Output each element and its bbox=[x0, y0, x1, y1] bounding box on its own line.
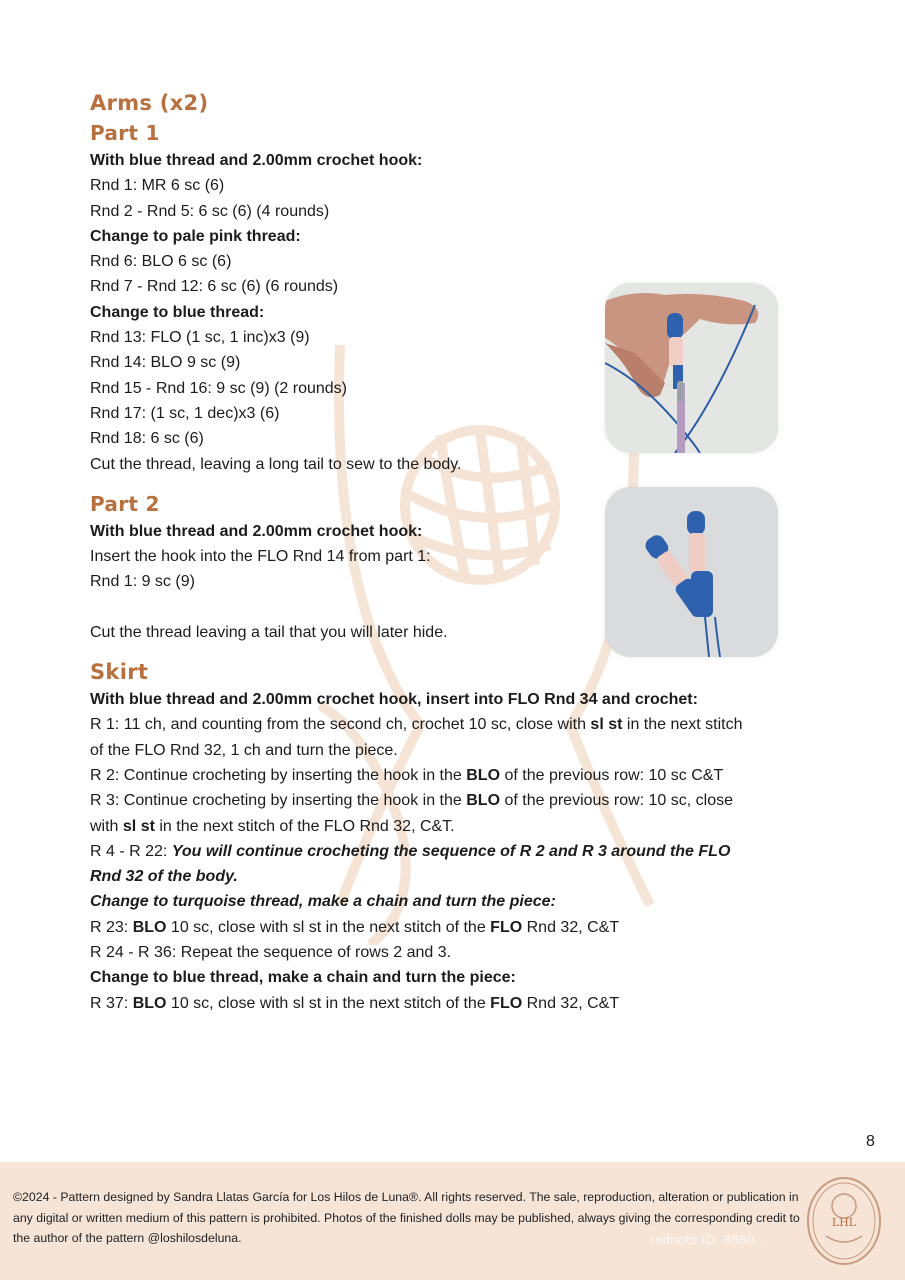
part1-cut-note: Cut the thread, leaving a long tail to sew to the body. bbox=[90, 455, 462, 473]
skirt-row-23: R 23: BLO 10 sc, close with sl st in the next stitch of the FLO Rnd 32, C&T bbox=[90, 918, 620, 936]
change-turquoise-thread: Change to turquoise thread, make a chain and turn the piece: bbox=[90, 893, 556, 911]
part1-round: Rnd 17: (1 sc, 1 dec)x3 (6) bbox=[90, 404, 280, 422]
part1-round: Rnd 1: MR 6 sc (6) bbox=[90, 177, 225, 195]
part2-line: Rnd 1: 9 sc (9) bbox=[90, 573, 195, 591]
part2-cut-note: Cut the thread leaving a tail that you will later hide. bbox=[90, 623, 448, 641]
svg-text:LHL: LHL bbox=[831, 1216, 857, 1229]
skirt-row-1-cont: of the FLO Rnd 32, 1 ch and turn the piece. bbox=[90, 741, 398, 759]
part1-round: Rnd 7 - Rnd 12: 6 sc (6) (6 rounds) bbox=[90, 278, 339, 296]
arms-title: Arms (x2) bbox=[90, 91, 209, 115]
change-blue-thread-skirt: Change to blue thread, make a chain and turn the piece: bbox=[90, 969, 516, 987]
footer bbox=[0, 1162, 905, 1280]
skirt-row-3-cont: with sl st in the next stitch of the FLO Rnd 32, C&T. bbox=[90, 817, 455, 835]
brand-logo-icon bbox=[806, 1176, 882, 1266]
skirt-row-2: R 2: Continue crocheting by inserting the hook in the BLO of the previous row: 10 sc C&T bbox=[90, 766, 724, 784]
skirt-row-4-22-cont: Rnd 32 of the body. bbox=[90, 868, 238, 886]
part2-title: Part 2 bbox=[90, 491, 160, 516]
overlay-watermark: rednote ID: 8860... bbox=[650, 1232, 768, 1247]
change-blue-thread: Change to blue thread: bbox=[90, 303, 265, 321]
part1-round: Rnd 2 - Rnd 5: 6 sc (6) (4 rounds) bbox=[90, 202, 330, 220]
page-number: 8 bbox=[866, 1133, 875, 1150]
skirt-row-37: R 37: BLO 10 sc, close with sl st in the next stitch of the FLO Rnd 32, C&T bbox=[90, 994, 620, 1012]
arm-crochet-photo bbox=[605, 283, 778, 453]
part1-round: Rnd 6: BLO 6 sc (6) bbox=[90, 253, 232, 271]
change-pink-thread: Change to pale pink thread: bbox=[90, 227, 301, 245]
copyright-notice: ©2024 - Pattern designed by Sandra Llatas García for Los Hilos de Luna®. All rights reserved. The sale, reproduction, alteration or publication in any digital or written medium of this pattern is prohibited. Photos of the finished dolls may be published, always giving the corresponding credit to the author of the pattern @loshilosdeluna. bbox=[13, 1190, 800, 1245]
part2-line: Insert the hook into the FLO Rnd 14 from part 1: bbox=[90, 548, 431, 566]
skirt-row-24-36: R 24 - R 36: Repeat the sequence of rows 2 and 3. bbox=[90, 944, 452, 962]
skirt-row-1: R 1: 11 ch, and counting from the second ch, crochet 10 sc, close with sl st in the next stitch bbox=[90, 716, 743, 734]
part2-intro: With blue thread and 2.00mm crochet hook: bbox=[90, 522, 423, 540]
skirt-intro: With blue thread and 2.00mm crochet hook, insert into FLO Rnd 34 and crochet: bbox=[90, 691, 698, 709]
part1-intro: With blue thread and 2.00mm crochet hook: bbox=[90, 152, 423, 169]
finished-arms-photo bbox=[605, 487, 778, 657]
skirt-row-3: R 3: Continue crocheting by inserting the hook in the BLO of the previous row: 10 sc, close bbox=[90, 792, 734, 810]
part1-round: Rnd 14: BLO 9 sc (9) bbox=[90, 354, 241, 372]
part1-round: Rnd 18: 6 sc (6) bbox=[90, 430, 204, 448]
skirt-row-4-22: R 4 - R 22: You will continue crocheting the sequence of R 2 and R 3 around the FLO bbox=[90, 842, 731, 860]
part1-round: Rnd 15 - Rnd 16: 9 sc (9) (2 rounds) bbox=[90, 379, 348, 397]
part1-title: Part 1 bbox=[90, 121, 160, 145]
part1-round: Rnd 13: FLO (1 sc, 1 inc)x3 (9) bbox=[90, 329, 310, 347]
skirt-title: Skirt bbox=[90, 660, 149, 685]
